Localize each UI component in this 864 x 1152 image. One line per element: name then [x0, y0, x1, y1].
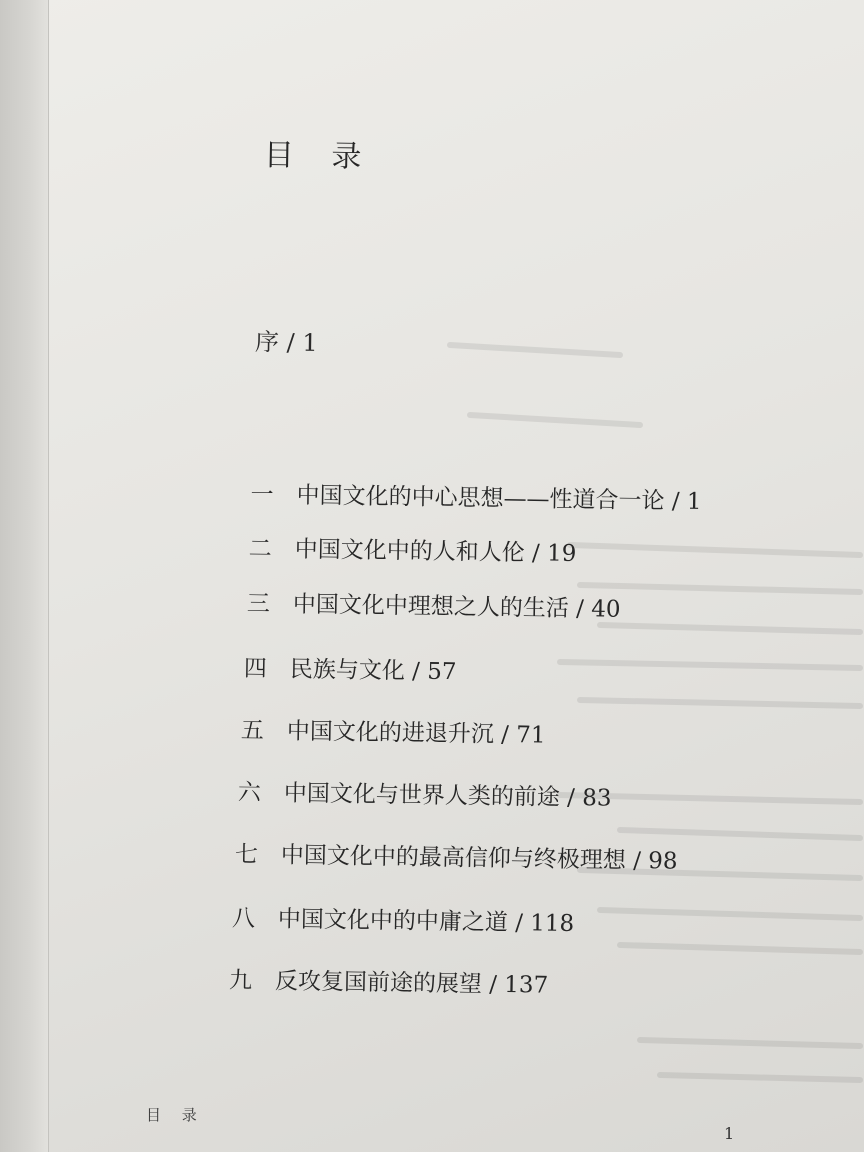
chapter-number: 三 [246, 590, 271, 618]
chapter-title: 反攻复国前途的展望 / 137 [274, 968, 549, 999]
chapter-number: 四 [243, 655, 268, 683]
chapter-number: 一 [250, 481, 274, 509]
chapter-number: 九 [228, 967, 253, 994]
toc-entry [235, 836, 678, 876]
chapter-title: 中国文化的进退升沉 / 71 [286, 718, 546, 749]
toc-entry [238, 774, 612, 813]
chapter-title: 中国文化中的最高信仰与终极理想 / 98 [280, 842, 678, 875]
toc-entry [244, 650, 457, 686]
toc-entry [250, 476, 701, 516]
chapter-number: 六 [237, 779, 262, 807]
page-title: 目 录 [263, 138, 376, 175]
toc-entry [229, 962, 549, 1000]
toc-entry [247, 585, 621, 624]
toc-entry [232, 900, 575, 938]
page-number: 1 [724, 1124, 735, 1143]
chapter-title: 民族与文化 / 57 [289, 656, 457, 686]
chapter-title: 中国文化与世界人类的前途 / 83 [283, 780, 612, 812]
toc-preface: 序 / 1 [254, 327, 318, 357]
chapter-number: 二 [248, 535, 272, 563]
running-footer: 目 录 [146, 1106, 205, 1124]
chapter-number: 八 [231, 905, 256, 933]
chapter-number: 五 [240, 717, 265, 745]
chapter-title: 中国文化中的人和人伦 / 19 [294, 536, 577, 568]
toc-entry [241, 712, 546, 750]
toc-entry [249, 530, 577, 568]
chapter-title: 中国文化的中心思想——性道合一论 / 1 [296, 482, 702, 515]
chapter-title: 中国文化中的中庸之道 / 118 [277, 906, 575, 938]
chapter-number: 七 [234, 841, 259, 869]
chapter-title: 中国文化中理想之人的生活 / 40 [292, 591, 621, 623]
